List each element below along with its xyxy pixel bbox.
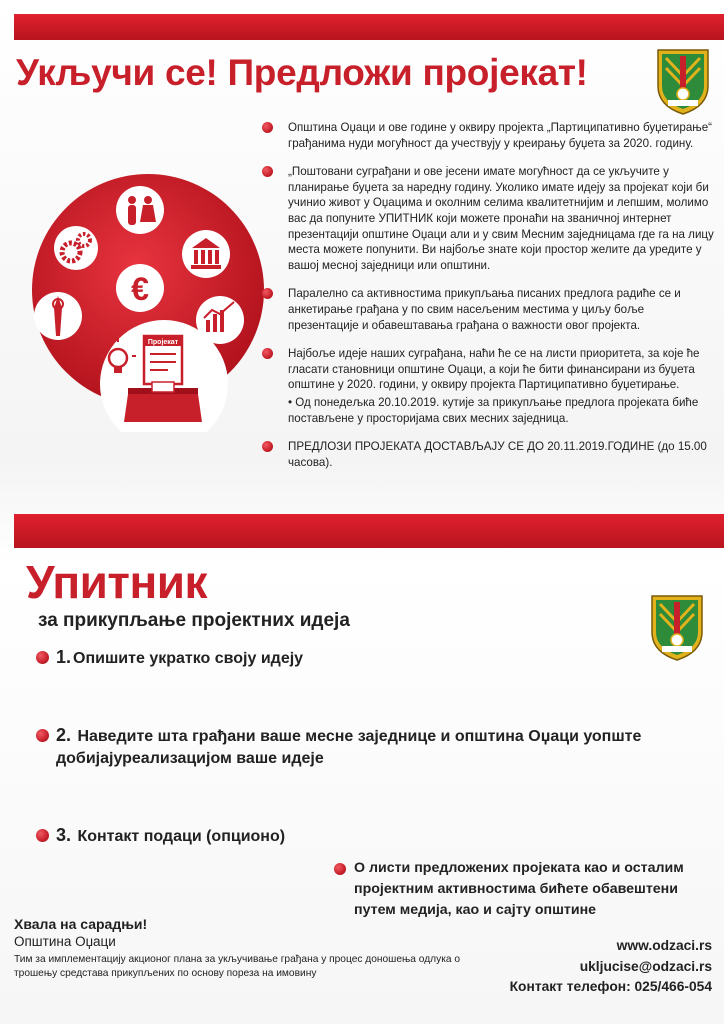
- notification-note: [334, 858, 714, 921]
- footer-signature: [14, 916, 494, 981]
- question-item-3: [36, 824, 285, 848]
- question-text-continued: добијајуреализацијом ваше идеје: [56, 750, 324, 767]
- document-label: Пројекат: [147, 339, 179, 346]
- middle-red-bar: [14, 514, 724, 548]
- note-text: О листи предложених пројеката као и осталим пројектним активностима бићете обавештени путем медија, као и сајту општине: [354, 860, 684, 918]
- list-item: [262, 164, 714, 273]
- bullet-dot-icon: [36, 651, 49, 664]
- bullet-dot-icon: [334, 863, 346, 875]
- contact-info: [510, 936, 712, 998]
- bullet-subtext: • Од понедељка 20.10.2019. кутије за прикупљање предлога пројеката биће постављене у просторијама свих месних заједница.: [288, 395, 699, 425]
- bullet-dot-icon: [262, 166, 273, 177]
- bullet-dot-icon: [262, 122, 273, 133]
- tower-icon: [34, 292, 82, 340]
- crest-icon: [648, 592, 706, 662]
- question-number: 1.: [56, 647, 72, 667]
- municipality-name: Општина Оџаци: [14, 934, 116, 949]
- thanks-text: Хвала на сарадњи!: [14, 916, 148, 932]
- bullet-dot-icon: [262, 348, 273, 359]
- question-text: Опишите укратко своју идеју: [73, 650, 304, 667]
- website-link[interactable]: www.odzaci.rs: [616, 938, 712, 953]
- bullet-dot-icon: [36, 829, 49, 842]
- team-description: Тим за имплементацију акционог плана за укључивање грађана у процес доношења одлука о трошењу средстава прикупљених по основу пореза на имовину: [14, 954, 461, 979]
- questionnaire-title: Упитник: [26, 556, 208, 608]
- project-document-icon: [144, 336, 182, 384]
- question-number: 3.: [56, 825, 72, 845]
- gears-icon: [54, 226, 98, 270]
- list-item: [262, 346, 714, 426]
- ballot-box-icon: [124, 382, 202, 422]
- headline: Укључи се! Предложи пројекат!: [16, 52, 588, 93]
- question-number: 2.: [56, 725, 72, 745]
- euro-icon: [116, 264, 164, 312]
- bullet-dot-icon: [262, 288, 273, 299]
- question-text: Наведите шта грађани ваше месне заједнице и општина Оџаци уопште: [77, 728, 642, 745]
- crest-icon: [654, 46, 712, 116]
- bullet-dot-icon: [262, 441, 273, 452]
- phone-number: Контакт телефон: 025/466-054: [509, 979, 712, 994]
- building-icon: [182, 230, 230, 278]
- list-item: [262, 120, 714, 151]
- question-item-1: [36, 646, 303, 670]
- bullet-dot-icon: [36, 729, 49, 742]
- question-text: Контакт подаци (опционо): [77, 828, 286, 845]
- questionnaire-subtitle: за прикупљање пројектних идеја: [38, 610, 350, 631]
- question-item-2: [36, 724, 641, 770]
- intro-bullet-list: [262, 120, 714, 483]
- email-link[interactable]: ukljucise@odzaci.rs: [579, 958, 712, 974]
- svg-text:€: €: [131, 271, 149, 307]
- bullet-text: „Поштовани суграђани и ове јесени имате могућност да се укључите у планирање буџета за наредну годину. Уколико имате идеју за пројекат који би учинио живот у Оџацима и околним селима квалитетнијим и лепшим, молимо вас да попуните УПИТНИК који можете пронаћи на званичној интернет презентацији општине Оџаци али и у свим Месним заједницама где га на лицу места можете попунити. Ви најбоље знате који простор желите да уредите у вашој месној заједници или општини.: [288, 165, 714, 272]
- bullet-text: Паралелно са активностима прикупљања писаних предлога радиће се и анкетирање грађана у по свим насељеним местима у циљу боље презентације и обавештавања грађана о важности овог пројекта.: [288, 287, 681, 332]
- bullet-text: Општина Оџаци и ове године у оквиру пројекта „Партиципативно буџетирање“ грађанима нуди могућност да учествују у креирању буџета за 2020. годину.: [288, 121, 713, 150]
- bullet-text: Најбоље идеје наших суграђана, наћи ће се на листи приоритета, за које ће гласати становници општине Оџаци, а који ће бити финансирани из буџета општине у 2020. години, у оквиру пројекта Партиципативно буџетирање.: [288, 347, 700, 392]
- people-icon: [116, 186, 164, 234]
- top-red-bar: [14, 14, 724, 40]
- list-item: [262, 286, 714, 333]
- deadline-text: ПРЕДЛОЗИ ПРОЈЕКАТА ДОСТАВЉАЈУ СЕ ДО 20.11.2019.ГОДИНЕ (до 15.00 часова).: [288, 440, 707, 469]
- participation-graphic: [28, 170, 268, 432]
- list-item: [262, 439, 714, 470]
